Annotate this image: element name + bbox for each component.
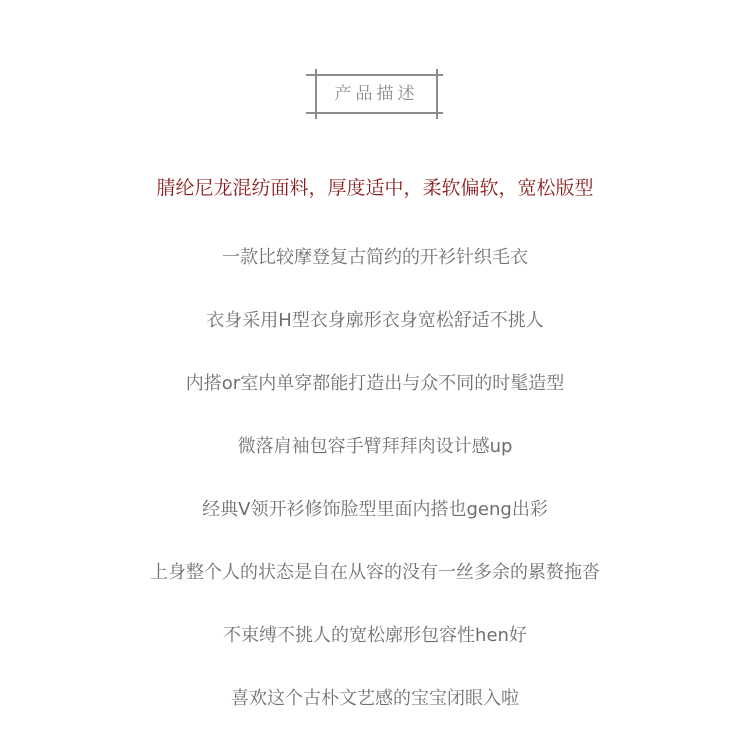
description-line-4: 微落肩袖包容手臂拜拜肉设计感up — [237, 436, 513, 457]
description-line-5: 经典V领开衫修饰脸型里面内搭也geng出彩 — [202, 499, 548, 520]
description-line-6: 上身整个人的状态是自在从容的没有一丝多余的累赘拖沓 — [150, 562, 600, 583]
description-line-3: 内搭or室内单穿都能打造出与众不同的时髦造型 — [185, 373, 565, 394]
description-line-7: 不束缚不挑人的宽松廓形包容性hen好 — [223, 625, 527, 646]
description-line-8: 喜欢这个古朴文艺感的宝宝闭眼入啦 — [231, 688, 519, 709]
description-line-1: 一款比较摩登复古简约的开衫针织毛衣 — [222, 247, 528, 268]
title-frame-bottom-line — [306, 112, 443, 114]
description-line-2: 衣身采用H型衣身廓形衣身宽松舒适不挑人 — [206, 310, 544, 331]
description-list — [0, 241, 750, 745]
title-frame-top-line — [306, 74, 443, 76]
product-headline: 腈纶尼龙混纺面料，厚度适中，柔软偏软，宽松版型 — [156, 177, 594, 199]
section-title: 产品描述 — [334, 84, 419, 104]
section-title-box — [306, 69, 443, 119]
